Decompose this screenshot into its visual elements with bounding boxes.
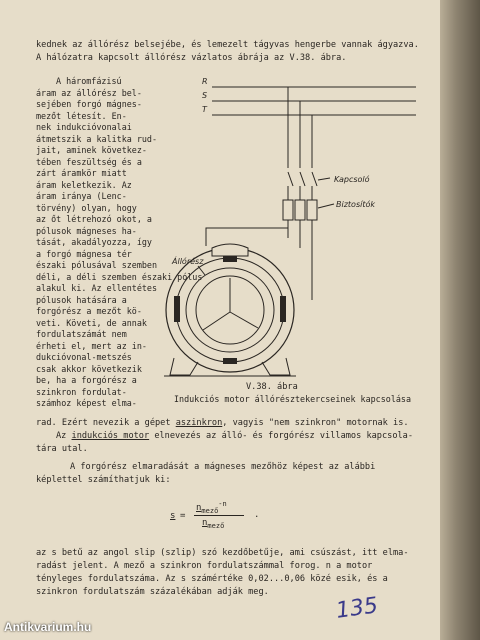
top-line-1: kednek az állórész belsejébe, és lemezelt tágyvas hengerbe vannak ágyazva. [36, 40, 419, 50]
fraction-bar [194, 515, 244, 516]
left-line: törvény) olyan, hogy [36, 202, 137, 213]
left-line: pólusok mágneses ha- [36, 225, 137, 236]
left-line: áram keletkezik. Az [36, 179, 132, 190]
left-line: mezőt létesít. En- [36, 110, 127, 121]
bottom-line-1: az s betű az angol slip (szlip) szó kezdőbetűje, ami csúszást, itt elma- [36, 548, 409, 558]
left-line: áram iránya (Lenc- [36, 191, 127, 201]
left-line: áram az állórész bel- [36, 87, 142, 98]
bottom-line-4: szinkron fordulatszám százalékában adják meg. [36, 587, 269, 597]
left-line: a forgó mágnesa tér [36, 248, 132, 259]
left-line: veti. Követi, de annak [36, 317, 147, 328]
left-line: pólusok hatására a [36, 294, 127, 305]
left-line: forgórész a mezőt kö- [36, 306, 142, 316]
left-line: az őt létrehozó okot, a [36, 214, 152, 224]
top-line-2: A hálózatra kapcsolt állórész vázlatos ábrája az V.38. ábra. [36, 53, 347, 63]
left-line: fordulatszámát nem [36, 329, 127, 339]
left-line: déli, a déli szemben északi pólus [36, 271, 203, 282]
figure-number: V.38. ábra [246, 382, 298, 392]
formula-numerator: $n_{mező}^{-n}$ [196, 500, 227, 515]
left-line: számhoz képest elma- [36, 398, 137, 408]
bottom-line-2: radást jelent. A mező a szinkron fordulatszámmal forog. n a motor [36, 561, 373, 571]
left-line: csak akkor következik [36, 363, 142, 374]
left-line: be, ha a forgórész a [36, 375, 137, 385]
left-line: szinkron fordulat- [36, 386, 127, 397]
left-line: északi pólusával szemben [36, 260, 158, 270]
para-line-3: tára utal. [36, 444, 88, 454]
left-line: tását, akadályozza, így [36, 237, 152, 247]
figure-caption: Indukciós motor állórésztekercseinek kapcsolása [174, 394, 411, 404]
formula-lhs: s [170, 511, 176, 521]
switch-label: Kapcsoló [334, 175, 370, 184]
formula-equals: = [180, 511, 186, 521]
left-line: sejében forgó mágnes- [36, 99, 142, 109]
left-line: jait, aminek következ- [36, 145, 147, 155]
para-line-1: rad. Ezért nevezik a gépet aszinkron, vagyis "nem szinkron" motornak is. [36, 418, 409, 428]
formula-intro: A forgórész elmaradását a mágneses mezőhöz képest az alábbi [70, 462, 376, 472]
formula-intro-2: képlettel számíthatjuk ki: [36, 475, 171, 485]
para-line-2: Az indukciós motor elnevezés az álló- és forgórész villamos kapcsola- [56, 431, 414, 441]
bottom-line-3: tényleges fordulatszáma. Az s számértéke 0,02...0,06 közé esik, és a [36, 574, 388, 584]
left-line: érheti el, mert az in- [36, 340, 147, 351]
left-line: alakul ki. Az ellentétes [36, 283, 158, 293]
stator-label: Állórész [172, 257, 204, 266]
left-line: A háromfázisú [56, 76, 122, 86]
formula-denominator: $n_{mező}$ [202, 518, 225, 530]
phase-label-r: R [202, 77, 208, 86]
left-line: tében feszültség és a [36, 156, 142, 167]
formula-dot: . [254, 510, 260, 520]
phase-label-t: T [202, 105, 207, 114]
left-line: átmetszik a kalitka rud- [36, 133, 158, 144]
slip-formula [170, 498, 280, 538]
handwritten-page-number: 135 [334, 593, 380, 624]
left-line: nek indukcióvonalai [36, 122, 132, 132]
fuse-label: Biztosítók [336, 200, 375, 209]
watermark: Antikvarium.hu [4, 620, 92, 634]
left-line: dukcióvonal-metszés [36, 352, 132, 362]
phase-label-s: S [202, 91, 208, 100]
left-line: zárt áramkör miatt [36, 168, 127, 178]
